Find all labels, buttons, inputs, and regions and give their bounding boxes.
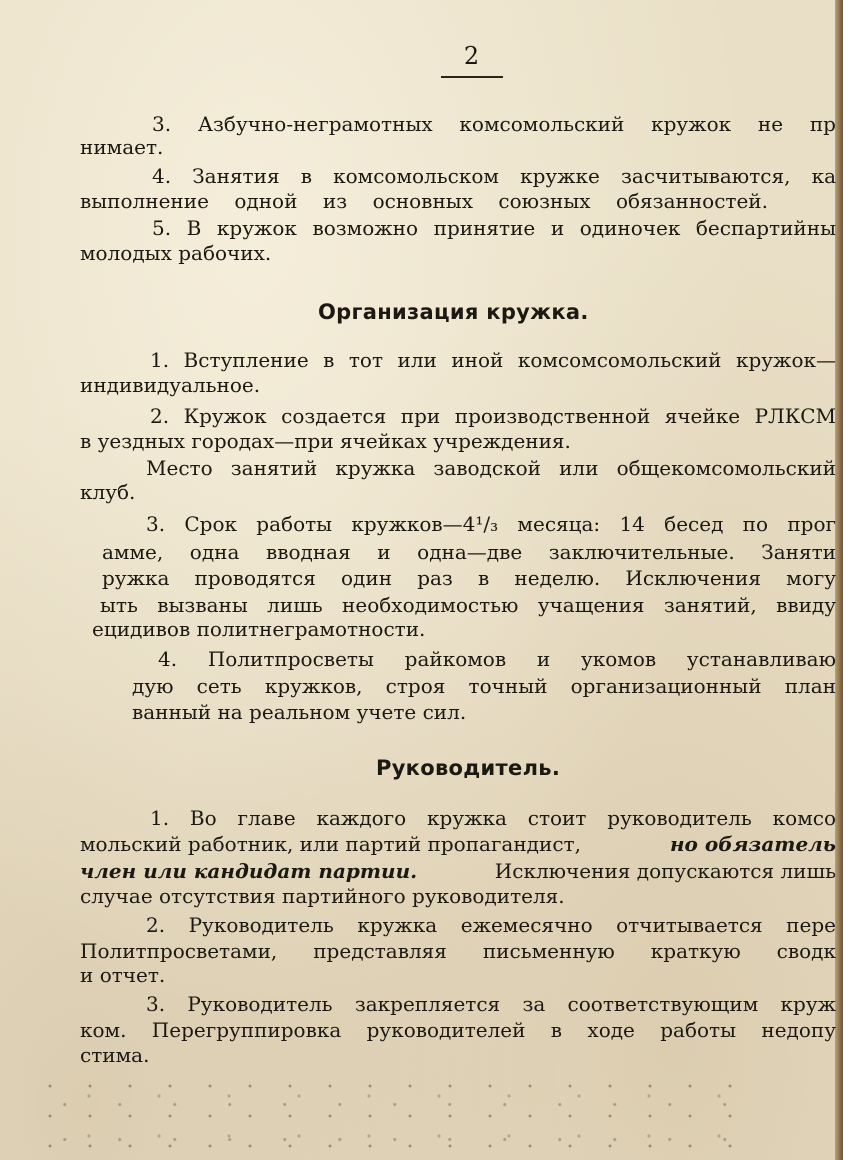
text-line: 2. Руководитель кружка ежемесячно отчитывается пере (146, 913, 836, 937)
text-line: 2. Кружок создается при производственной ячейке РЛКСМ (150, 404, 836, 428)
section-heading-organization: Организация кружка. (318, 300, 589, 324)
text-line: 5. В кружок возможно принятие и одиночек беспартийны (152, 216, 836, 240)
text-line: ком. Перегруппировка руководителей в ходе работы недопу (80, 1018, 836, 1042)
text-line: 3. Азбучно-неграмотных комсомольский кружок не пр (152, 112, 836, 136)
text-line: выполнение одной из основных союзных обязанностей. (80, 189, 768, 213)
text-line: 4. Политпросветы райкомов и укомов устанавливаю (158, 647, 836, 671)
italic-emphasis: член или кандидат партии. (80, 859, 418, 883)
text-line: индивидуальное. (80, 373, 261, 397)
text-line: в уездных городах—при ячейках учреждения. (80, 429, 571, 453)
text-line: ецидивов политнеграмотности. (92, 617, 426, 641)
text-line: дую сеть кружков, строя точный организационный план (132, 674, 836, 698)
text-line: нимает. (80, 135, 164, 159)
text-line: 4. Занятия в комсомольском кружке засчитываются, ка (152, 164, 836, 188)
text-segment: мольский работник, или партий пропагандист, (80, 832, 581, 856)
page-number-rule (441, 76, 503, 78)
text-line: Место занятий кружка заводской или общекомсомольский (146, 456, 836, 480)
text-segment: Исключения допускаются лишь (494, 859, 836, 883)
italic-emphasis: но обязатель (669, 832, 836, 856)
text-line: 3. Руководитель закрепляется за соответствующим круж (146, 992, 836, 1016)
text-line-mixed (80, 831, 836, 857)
section-heading-leader: Руководитель. (376, 756, 561, 780)
text-line: клуб. (80, 480, 136, 504)
text-line: и отчет. (80, 963, 166, 987)
page-edge-shadow (835, 0, 843, 1160)
text-line: стима. (80, 1043, 150, 1067)
text-line-mixed (80, 858, 836, 884)
text-line: амме, одна вводная и одна—две заключительные. Заняти (102, 540, 836, 564)
text-line: молодых рабочих. (80, 241, 272, 265)
text-line: Политпросветами, представляя письменную краткую сводк (80, 939, 836, 963)
paper-specks (40, 1080, 760, 1150)
text-line: ыть вызваны лишь необходимостью учащения занятий, ввиду (100, 593, 836, 617)
text-line: ванный на реальном учете сил. (132, 700, 467, 724)
text-line: ружка проводятся один раз в неделю. Исключения могу (102, 566, 836, 590)
page-number: 2 (463, 42, 481, 70)
text-line: 1. Во главе каждого кружка стоит руководитель комсо (150, 806, 836, 830)
text-line: случае отсутствия партийного руководителя. (80, 884, 565, 908)
text-line: 1. Вступление в тот или иной комсомсомольский кружок— (150, 348, 836, 372)
text-line: 3. Срок работы кружков—4¹/₃ месяца: 14 бесед по прог (146, 512, 836, 536)
